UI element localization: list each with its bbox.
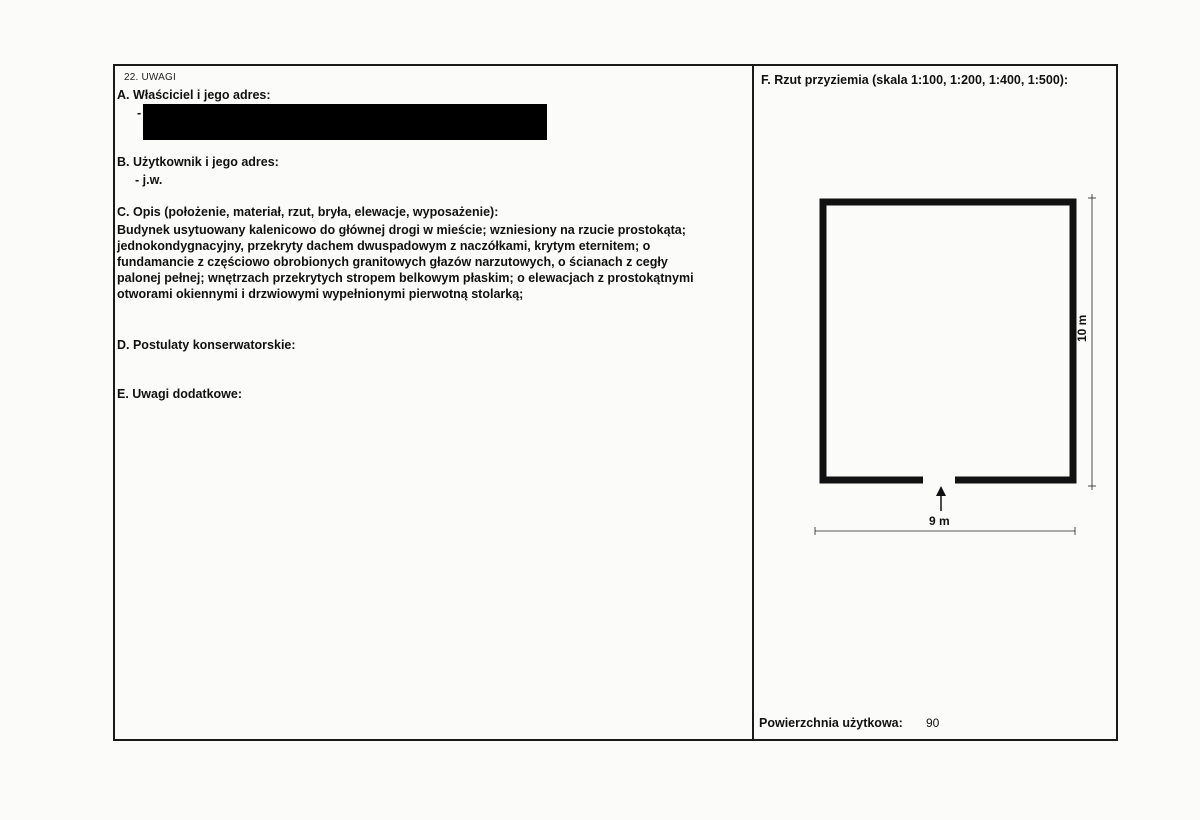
description-heading: C. Opis (położenie, materiał, rzut, bryła, elewacje, wyposażenie): bbox=[117, 205, 499, 219]
description-line: fundamancie z częściowo obrobionych granitowych głazów narzutowych, o ścianach z cegły bbox=[117, 255, 668, 269]
column-divider bbox=[752, 66, 754, 739]
usable-area-value: 90 bbox=[926, 716, 940, 730]
width-label: 9 m bbox=[929, 514, 950, 528]
height-label: 10 m bbox=[1075, 314, 1089, 342]
floor-plan-drawing bbox=[755, 66, 1118, 743]
description-line: jednokondygnacyjny, przekryty dachem dwuspadowym z naczółkami, krytym eternitem; o bbox=[117, 239, 651, 253]
description-line: Budynek usytuowany kalenicowo do głównej drogi w mieście; wzniesiony na rzucie prostokąta; bbox=[117, 223, 686, 237]
plan-column bbox=[755, 66, 1118, 739]
redacted-owner-address bbox=[143, 104, 547, 140]
remarks-heading: E. Uwagi dodatkowe: bbox=[117, 387, 243, 401]
user-heading: B. Użytkownik i jego adres: bbox=[117, 155, 279, 169]
section-number: 22. UWAGI bbox=[124, 72, 176, 83]
description-line: otworami okiennymi i drzwiowymi wypełnionymi pierwotną stolarką; bbox=[117, 287, 524, 301]
owner-heading: A. Właściciel i jego adres: bbox=[117, 88, 271, 102]
remarks-column bbox=[115, 66, 751, 739]
description-text bbox=[117, 222, 753, 302]
plan-heading: F. Rzut przyziemia (skala 1:100, 1:200, 1:400, 1:500): bbox=[761, 73, 1069, 87]
conservation-heading: D. Postulaty konserwatorskie: bbox=[117, 338, 296, 352]
record-card bbox=[113, 64, 1118, 741]
description-line: palonej pełnej; wnętrzach przekrytych stropem belkowym płaskim; o elewacjach z prostokątnymi bbox=[117, 271, 694, 285]
user-value: - j.w. bbox=[135, 173, 163, 187]
building-wall-outline bbox=[823, 202, 1073, 480]
entrance-arrow-head bbox=[936, 486, 946, 496]
usable-area-label: Powierzchnia użytkowa: bbox=[759, 716, 903, 730]
owner-dash: - bbox=[137, 106, 142, 120]
